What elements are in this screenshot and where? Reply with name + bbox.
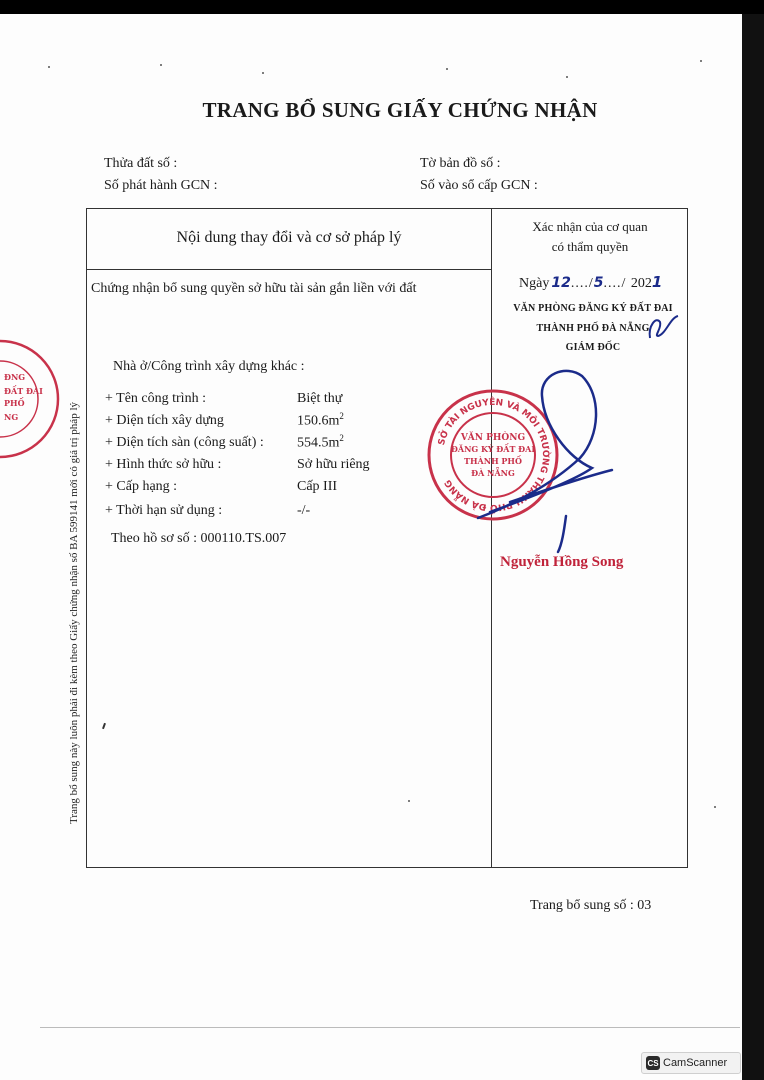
area-unit: m (328, 435, 340, 451)
document-title: TRANG BỔ SUNG GIẤY CHỨNG NHẬN (202, 98, 598, 122)
item-label: + Cấp hạng : (105, 479, 178, 494)
stamp-center-line4: ĐÀ NẴNG (471, 468, 515, 478)
area-value: 554.5 (297, 435, 329, 451)
signer-role: GIÁM ĐỐC (565, 342, 621, 353)
date-day: 12 (551, 275, 571, 291)
header-row-divider (87, 269, 491, 270)
item-label: + Diện tích xây dựng (105, 413, 224, 428)
footer-divider (40, 1027, 740, 1028)
certification-text: Chứng nhận bổ sung quyền sở hữu tài sản gắn liền với đất (91, 281, 417, 296)
parcel-number-label: Thửa đất số : (104, 156, 178, 171)
changes-column-header: Nội dung thay đổi và cơ sở pháp lý (176, 229, 402, 246)
item-value: Biệt thự (297, 391, 343, 406)
register-number-label: Số vào sổ cấp GCN : (420, 178, 538, 193)
issue-number-label: Số phát hành GCN : (104, 178, 218, 193)
side-seal-line3: PHỐ (4, 398, 25, 408)
item-label: + Diện tích sàn (công suất) : (105, 435, 264, 450)
camscanner-icon: CS (646, 1056, 660, 1070)
item-value: Sở hữu riêng (297, 457, 370, 472)
item-value (297, 433, 344, 452)
area-unit-exponent: 2 (339, 433, 344, 443)
scan-speck (700, 60, 702, 62)
camscanner-watermark (641, 1052, 741, 1074)
side-seal-line2: ĐẤT ĐAI (4, 386, 43, 396)
stamp-center-line1: VĂN PHÒNG (460, 433, 526, 443)
item-value (297, 411, 344, 430)
office-name-line2: THÀNH PHỐ ĐÀ NẴNG (536, 323, 650, 334)
date-separator: ..../ (570, 276, 594, 291)
section-heading: Nhà ở/Công trình xây dựng khác : (113, 359, 305, 374)
side-seal-line1: ĐNG (4, 372, 26, 382)
confirmation-date (519, 273, 662, 292)
area-unit-exponent: 2 (339, 411, 344, 421)
area-unit: m (328, 413, 340, 429)
scan-speck (160, 64, 162, 66)
signature (470, 366, 620, 556)
item-label: + Hình thức sở hữu : (105, 457, 222, 472)
item-value: Cấp III (297, 479, 338, 494)
map-sheet-label: Tờ bản đồ số : (420, 156, 501, 171)
item-value: -/- (297, 503, 311, 518)
date-month: 5 (593, 275, 604, 291)
scan-speck (566, 76, 568, 78)
date-prefix: Ngày (519, 276, 550, 291)
side-seal-line4: NG (4, 412, 19, 422)
date-year-handwritten: 1 (651, 273, 663, 291)
area-value: 150.6 (297, 413, 329, 429)
right-dark-edge (742, 14, 764, 1080)
confirmation-column-header (492, 217, 688, 257)
date-year: 202 (630, 276, 652, 291)
scan-speck (262, 72, 264, 74)
page-number: Trang bổ sung số : 03 (530, 898, 652, 913)
margin-note: Trang bổ sung này luôn phải đi kèm theo Giấy chứng nhận số BA 599141 mới có giá trị pháp lý (68, 402, 80, 824)
camscanner-label: CamScanner (663, 1057, 728, 1069)
item-label: + Tên công trình : (105, 391, 206, 406)
side-seal (0, 336, 60, 462)
confirmation-header-line1: Xác nhận của cơ quan (532, 219, 648, 234)
scan-speck (48, 66, 50, 68)
file-reference: Theo hồ sơ số : 000110.TS.007 (111, 531, 287, 546)
stamp-ring-text: SỞ TÀI NGUYÊN VÀ MÔI TRƯỜNG THÀNH PHỐ ĐÀ NẴNG (436, 397, 551, 513)
stamp-center-line2: ĐĂNG KÝ ĐẤT ĐAI (450, 444, 536, 454)
date-separator: ..../ (603, 276, 631, 291)
office-name-line1: VĂN PHÒNG ĐĂNG KÝ ĐẤT ĐAI (513, 303, 673, 314)
stamp-center-line3: THÀNH PHỐ (464, 456, 522, 466)
ink-mark (102, 723, 106, 729)
signer-name: Nguyễn Hồng Song (500, 554, 624, 570)
scan-speck (446, 68, 448, 70)
confirmation-header-line2: có thẩm quyền (551, 239, 629, 254)
top-black-bar (0, 0, 764, 14)
initials-scribble (644, 312, 684, 342)
item-label: + Thời hạn sử dụng : (105, 503, 223, 518)
scan-speck (714, 806, 716, 808)
